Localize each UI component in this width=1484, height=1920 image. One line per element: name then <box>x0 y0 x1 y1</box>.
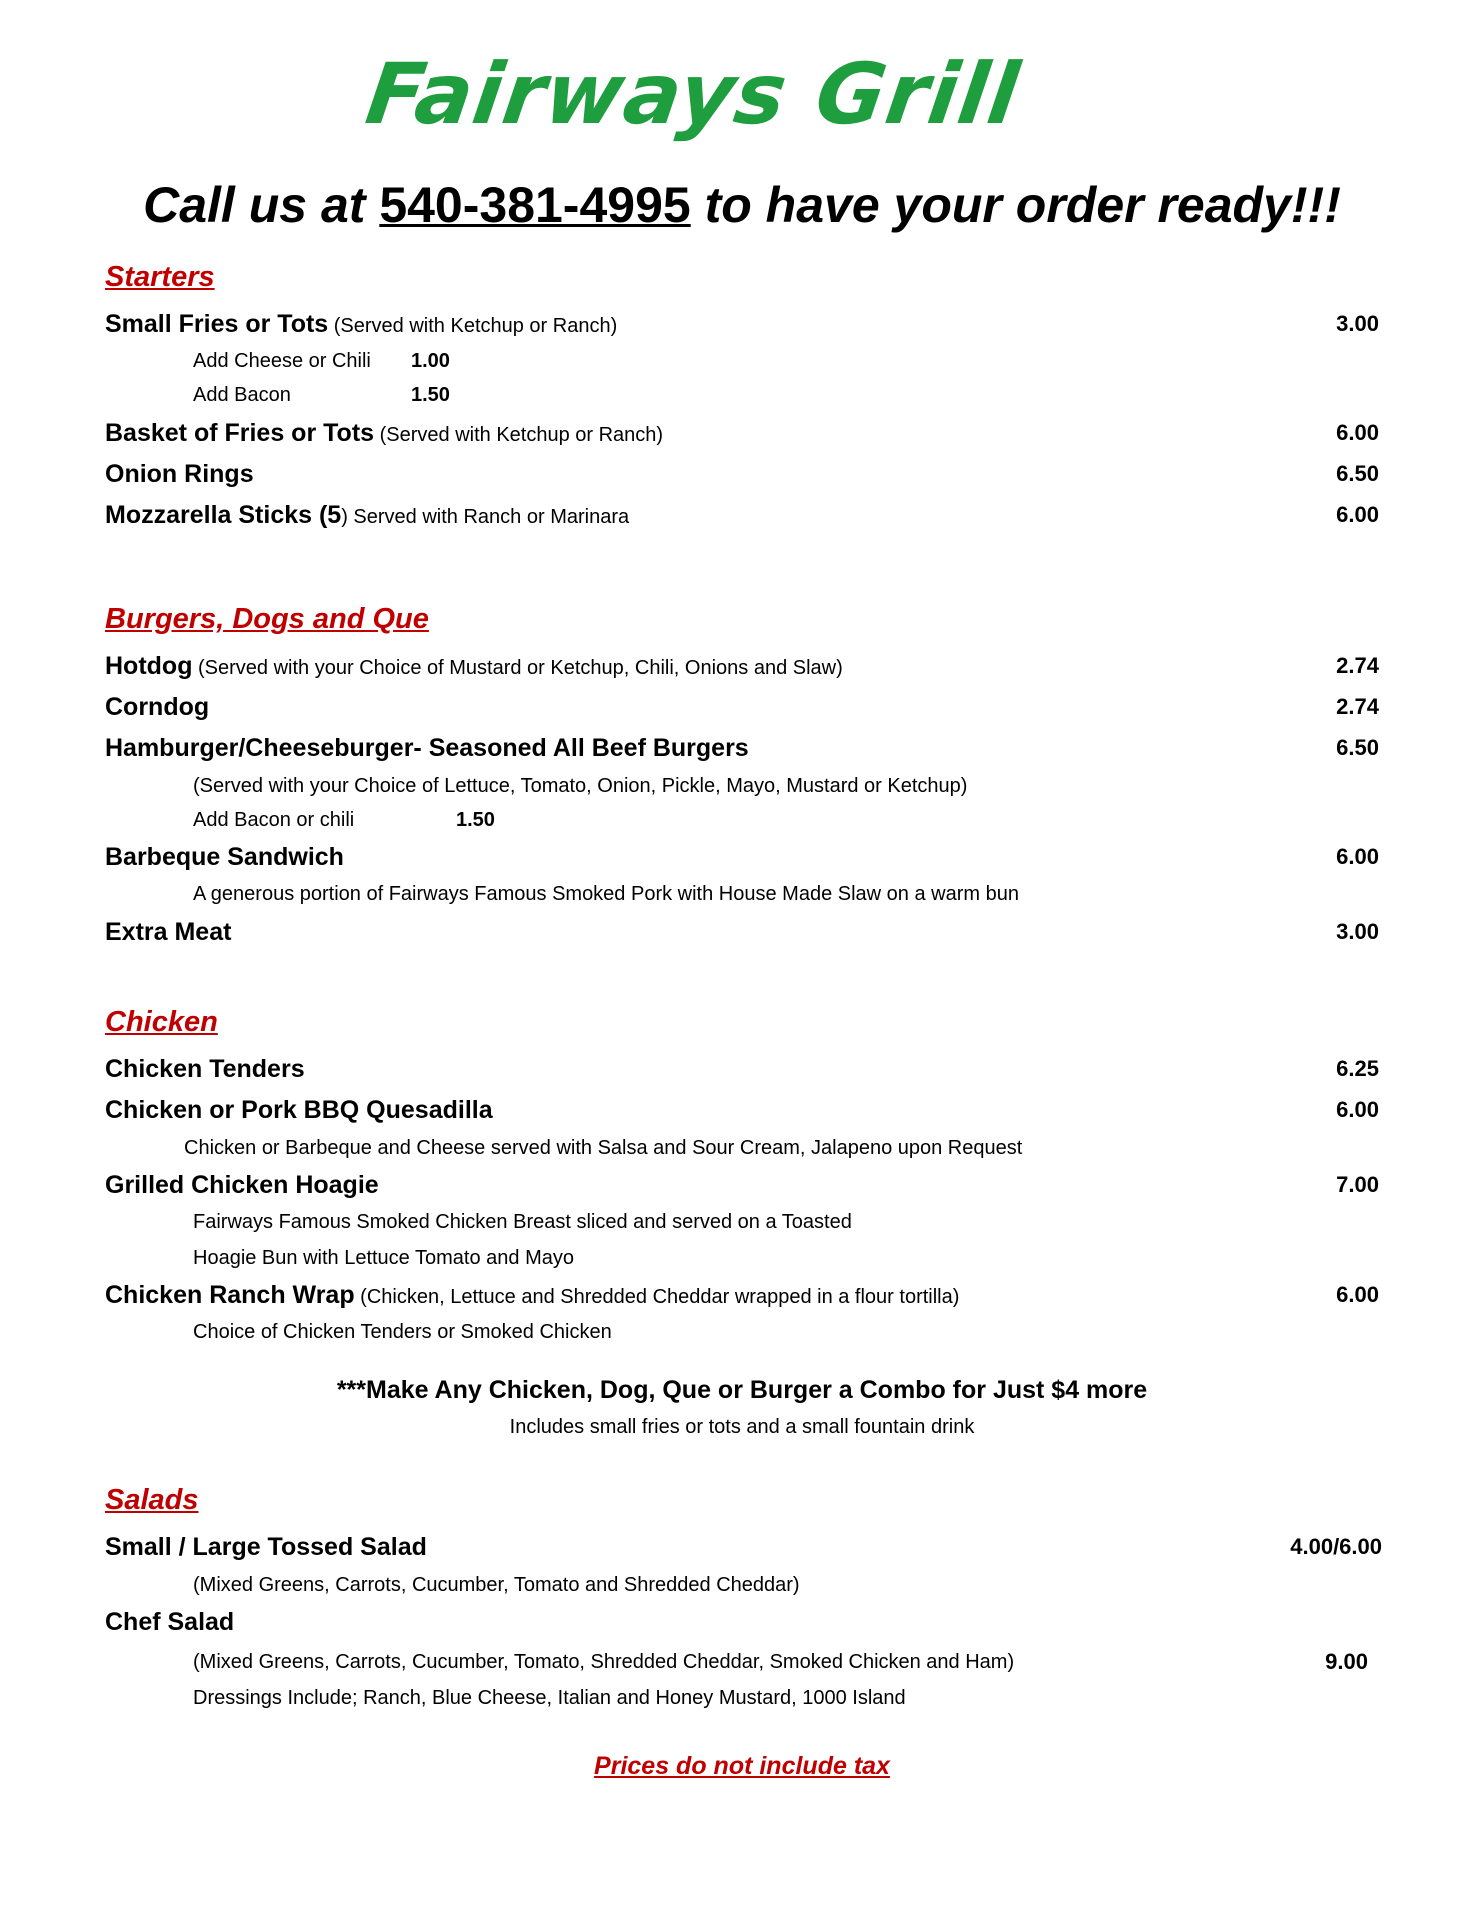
menu-item-mozzarella <box>105 500 1379 530</box>
menu-item-small-fries <box>105 309 1379 339</box>
section-heading-salads: Salads <box>105 1484 199 1516</box>
quesadilla-description: Chicken or Barbeque and Cheese served with Salsa and Sour Cream, Jalapeno upon Request <box>184 1137 1023 1159</box>
section-heading-burgers: Burgers, Dogs and Que <box>105 603 429 635</box>
menu-item-bbq-sandwich <box>105 842 1379 872</box>
addon-price: 1.50 <box>456 809 495 831</box>
tax-note: Prices do not include tax <box>594 1752 890 1780</box>
wrap-description: Choice of Chicken Tenders or Smoked Chicken <box>193 1321 612 1343</box>
hamburger-description: (Served with your Choice of Lettuce, Tomato, Onion, Pickle, Mayo, Mustard or Ketchup) <box>193 775 968 797</box>
menu-item-onion-rings <box>105 459 1379 489</box>
item-price: 6.00 <box>1336 502 1379 527</box>
item-description: (Served with your Choice of Mustard or Ketchup, Chili, Onions and Slaw) <box>192 657 843 679</box>
item-description: (Served with Ketchup or Ranch) <box>374 424 664 446</box>
phone-number[interactable]: 540-381-4995 <box>379 177 691 233</box>
item-name: Grilled Chicken Hoagie <box>105 1171 379 1199</box>
section-heading-chicken: Chicken <box>105 1006 218 1038</box>
dressings-list: Dressings Include; Ranch, Blue Cheese, Italian and Honey Mustard, 1000 Island <box>193 1687 906 1709</box>
bbq-description: A generous portion of Fairways Famous Smoked Pork with House Made Slaw on a warm bun <box>193 883 1019 905</box>
item-price: 3.00 <box>1336 311 1379 336</box>
item-price: 6.00 <box>1336 1282 1379 1307</box>
hoagie-description-line-2: Hoagie Bun with Lettuce Tomato and Mayo <box>193 1247 574 1269</box>
menu-item-chicken-tenders <box>105 1054 1379 1084</box>
item-name: Extra Meat <box>105 918 232 946</box>
item-price: 4.00/6.00 <box>1290 1534 1382 1559</box>
menu-item-chicken-hoagie <box>105 1170 1379 1200</box>
item-price: 6.00 <box>1336 420 1379 445</box>
item-price: 6.00 <box>1336 1097 1379 1122</box>
item-name: Corndog <box>105 693 210 721</box>
addon-bacon-chili <box>193 807 495 833</box>
call-to-order <box>0 177 1484 233</box>
addon-cheese-chili <box>193 348 450 374</box>
menu-item-hamburger <box>105 733 1379 763</box>
menu-item-tossed-salad <box>105 1532 1382 1562</box>
item-price: 6.00 <box>1336 844 1379 869</box>
item-description: (Chicken, Lettuce and Shredded Cheddar wrapped in a flour tortilla) <box>354 1286 960 1308</box>
addon-price: 1.50 <box>411 384 450 406</box>
menu-item-extra-meat <box>105 917 1379 947</box>
item-price: 6.25 <box>1336 1056 1379 1081</box>
item-name: Chicken Tenders <box>105 1055 305 1083</box>
item-price: 2.74 <box>1336 694 1379 719</box>
item-price: 7.00 <box>1336 1172 1379 1197</box>
item-name: Basket of Fries or Tots (Served with Ketchup or Ranch) <box>105 419 664 447</box>
item-description: (Served with Ketchup or Ranch) <box>328 315 618 337</box>
hoagie-description-line-1: Fairways Famous Smoked Chicken Breast sliced and served on a Toasted <box>193 1211 852 1233</box>
menu-item-chef-salad <box>105 1607 1379 1637</box>
call-suffix: to have your order ready!!! <box>690 177 1341 233</box>
item-price: 6.50 <box>1336 461 1379 486</box>
item-price: 3.00 <box>1336 919 1379 944</box>
item-name: Chicken or Pork BBQ Quesadilla <box>105 1096 493 1124</box>
addon-bacon <box>193 382 450 408</box>
combo-detail: Includes small fries or tots and a small fountain drink <box>509 1416 975 1438</box>
item-name: Onion Rings <box>105 460 254 488</box>
item-name: Hamburger/Cheeseburger- Seasoned All Beef Burgers <box>105 734 749 762</box>
item-name: Chef Salad <box>105 1608 235 1636</box>
addon-label: Add Cheese or Chili <box>193 350 371 372</box>
item-price: 6.50 <box>1336 735 1379 760</box>
tossed-salad-description: (Mixed Greens, Carrots, Cucumber, Tomato and Shredded Cheddar) <box>193 1574 800 1596</box>
item-name: Mozzarella Sticks (5) Served with Ranch or Marinara <box>105 501 630 529</box>
chef-salad-price: 9.00 <box>1325 1649 1368 1674</box>
menu-item-basket-fries <box>105 418 1379 448</box>
menu-item-corndog <box>105 692 1379 722</box>
menu-item-quesadilla <box>105 1095 1379 1125</box>
addon-label: Add Bacon or chili <box>193 809 355 831</box>
restaurant-title: Fairways Grill <box>360 45 1026 143</box>
menu-item-hotdog <box>105 651 1379 681</box>
menu-item-chicken-ranch-wrap <box>105 1280 1379 1310</box>
addon-label: Add Bacon <box>193 384 291 406</box>
combo-headline: ***Make Any Chicken, Dog, Que or Burger a Combo for Just $4 more <box>336 1376 1148 1404</box>
item-description: ) Served with Ranch or Marinara <box>341 506 630 528</box>
item-price: 2.74 <box>1336 653 1379 678</box>
item-name: Small Fries or Tots (Served with Ketchup or Ranch) <box>105 310 618 338</box>
addon-price: 1.00 <box>411 350 450 372</box>
item-name: Barbeque Sandwich <box>105 843 344 871</box>
item-name: Chicken Ranch Wrap (Chicken, Lettuce and Shredded Cheddar wrapped in a flour tortilla) <box>105 1281 960 1309</box>
section-heading-starters: Starters <box>105 261 215 293</box>
call-prefix: Call us at <box>143 177 380 233</box>
item-name: Hotdog (Served with your Choice of Mustard or Ketchup, Chili, Onions and Slaw) <box>105 652 843 680</box>
chef-salad-description: (Mixed Greens, Carrots, Cucumber, Tomato, Shredded Cheddar, Smoked Chicken and Ham) <box>193 1651 1015 1673</box>
item-name: Small / Large Tossed Salad <box>105 1533 427 1561</box>
